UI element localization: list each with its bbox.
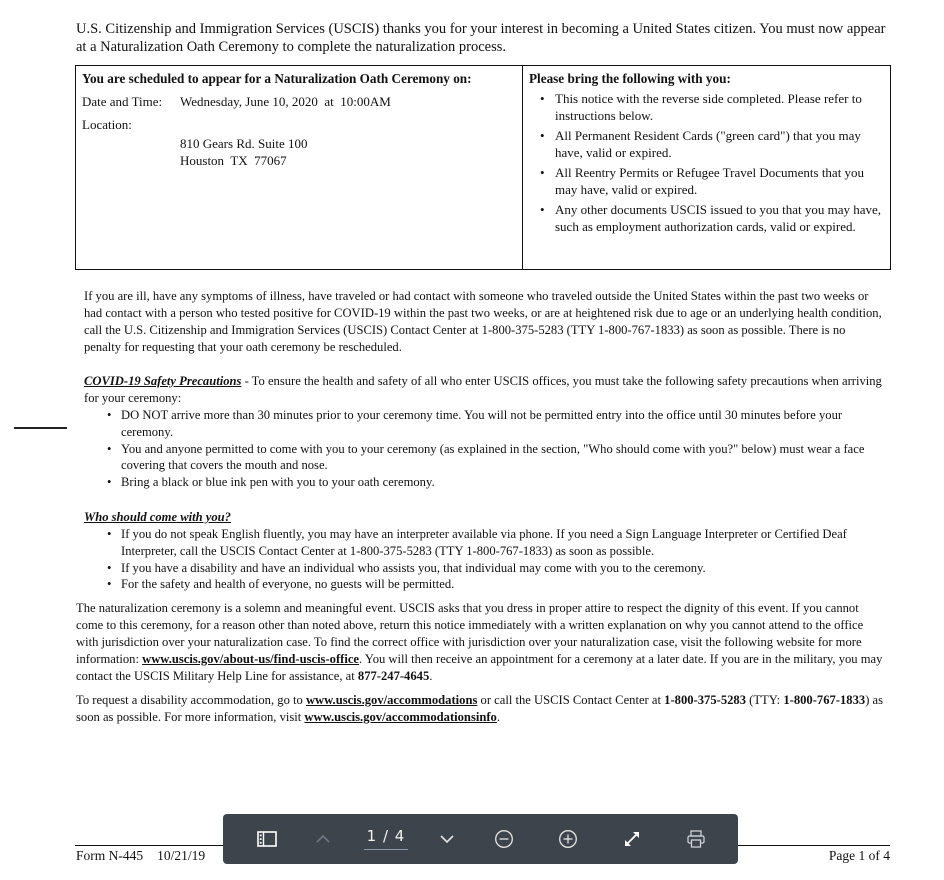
form-number: Form N-445 bbox=[76, 848, 144, 863]
who-list bbox=[84, 526, 884, 593]
covid-item: • You and anyone permitted to come with you to your ceremony (as explained in the section, "Who should come with you?" below) must wear a face covering that covers the mouth and nose. bbox=[121, 441, 884, 475]
contact-phone: 1-800-375-5283 bbox=[664, 693, 747, 707]
schedule-panel bbox=[76, 66, 523, 269]
disability-text-5: . bbox=[496, 710, 500, 724]
covid-item: • Bring a black or blue ink pen with you to your oath ceremony. bbox=[121, 474, 884, 491]
bring-item: • Any other documents USCIS issued to you that you may have, such as employment authorization cards, valid or expired. bbox=[555, 202, 884, 235]
tty-phone: 1-800-767-1833 bbox=[783, 693, 866, 707]
fullscreen-icon bbox=[622, 829, 642, 849]
print-button[interactable] bbox=[677, 814, 715, 864]
bring-panel bbox=[523, 66, 890, 269]
margin-mark bbox=[14, 427, 67, 429]
zoom-in-icon bbox=[558, 829, 578, 849]
disability-text-4: ) as soon as possible. For more information, visit bbox=[76, 693, 884, 724]
covid-title: COVID-19 Safety Precautions bbox=[84, 374, 242, 388]
accommodations-info-link[interactable]: www.uscis.gov/accommodationsinfo bbox=[304, 710, 497, 724]
form-date: 10/21/19 bbox=[157, 848, 206, 863]
zoom-out-button[interactable] bbox=[485, 814, 523, 864]
footer-page-number: Page 1 of 4 bbox=[828, 848, 890, 863]
schedule-heading: You are scheduled to appear for a Naturalization Oath Ceremony on: bbox=[82, 71, 472, 86]
next-page-button[interactable] bbox=[429, 814, 465, 864]
disability-text-2: or call the USCIS Contact Center at bbox=[477, 693, 665, 707]
bring-item: • This notice with the reverse side completed. Please refer to instructions below. bbox=[555, 91, 884, 124]
sidebar-toggle-button[interactable] bbox=[249, 814, 285, 864]
covid-section bbox=[84, 373, 884, 491]
who-item: • For the safety and health of everyone, no guests will be permitted. bbox=[121, 576, 884, 593]
ceremony-text-3: . bbox=[429, 669, 433, 683]
who-title: Who should come with you? bbox=[84, 510, 231, 524]
chevron-up-icon bbox=[315, 834, 331, 844]
ceremony-info-box bbox=[75, 65, 891, 270]
location-address bbox=[180, 135, 516, 169]
illness-paragraph: If you are ill, have any symptoms of illness, have traveled or had contact with someone who traveled outside the United States within the past two weeks or had contact with a person who tested positive for COVID-19 within the past two weeks, or are at heightened risk due to age or an underlying health condition, call the U.S. Citizenship and Immigration Services (USCIS) Contact Center at 1-800-375-5283 (TTY 1-800-767-1833) as soon as possible. There is no penalty for requesting that your oath ceremony be rescheduled. bbox=[84, 289, 882, 354]
disability-text-1: To request a disability accommodation, go to bbox=[76, 693, 306, 707]
military-phone: 877-247-4645 bbox=[357, 669, 430, 683]
pdf-viewer-toolbar bbox=[223, 814, 738, 864]
covid-list bbox=[84, 407, 884, 491]
zoom-in-button[interactable] bbox=[549, 814, 587, 864]
who-section bbox=[84, 509, 884, 593]
address-line-1: 810 Gears Rd. Suite 100 bbox=[180, 136, 308, 151]
zoom-out-icon bbox=[494, 829, 514, 849]
covid-item: • DO NOT arrive more than 30 minutes prior to your ceremony time. You will not be permitted entry into the office until 30 minutes before your ceremony. bbox=[121, 407, 884, 441]
intro-paragraph: U.S. Citizenship and Immigration Services (USCIS) thanks you for your interest in becoming a United States citizen. You must now appear at a Naturalization Oath Ceremony to complete the naturalization process. bbox=[76, 21, 886, 55]
date-value: Wednesday, June 10, 2020 at 10:00AM bbox=[180, 94, 391, 109]
who-item: • If you do not speak English fluently, you may have an interpreter available via phone. If you need a Sign Language Interpreter or Certified Deaf Interpreter, call the USCIS Contact Center at 1-800-375-5283 (TTY 1-800-767-1833) as soon as possible. bbox=[121, 526, 884, 560]
bring-item: • All Permanent Resident Cards ("green card") that you may have, valid or expired. bbox=[555, 128, 884, 161]
ceremony-text-2: . You will then receive an appointment for a ceremony at a later date. If you are in the military, you may contact the USCIS Military Help Line for assistance, at bbox=[76, 652, 883, 683]
who-item: • If you have a disability and have an individual who assists you, that individual may come with you to the ceremony. bbox=[121, 560, 884, 577]
address-line-2: Houston TX 77067 bbox=[180, 153, 287, 168]
disability-paragraph bbox=[76, 692, 888, 726]
previous-page-button[interactable] bbox=[305, 814, 341, 864]
bring-list bbox=[529, 91, 884, 235]
footer-form-info bbox=[76, 848, 205, 864]
fullscreen-button[interactable] bbox=[613, 814, 651, 864]
chevron-down-icon bbox=[439, 834, 455, 844]
date-row bbox=[82, 94, 516, 110]
print-icon bbox=[686, 829, 706, 849]
bring-item: • All Reentry Permits or Refugee Travel Documents that you may have, valid or expired. bbox=[555, 165, 884, 198]
covid-intro bbox=[84, 373, 884, 407]
ceremony-paragraph bbox=[76, 600, 888, 685]
location-row bbox=[82, 117, 516, 133]
bring-heading: Please bring the following with you: bbox=[529, 71, 731, 86]
ceremony-text-1: The naturalization ceremony is a solemn and meaningful event. USCIS asks that you dress in proper attire to respect the dignity of this event. If you cannot come to this ceremony, for a reason other than noted above, return this notice immediately with a written explanation on why you cannot attend to the office with jurisdiction over your naturalization case. To find the correct office with jurisdiction over your naturalization case, visit the following website for more information: bbox=[76, 601, 864, 666]
location-label: Location: bbox=[82, 117, 132, 132]
disability-text-3: (TTY: bbox=[746, 693, 784, 707]
covid-intro-text: - To ensure the health and safety of all who enter USCIS offices, you must take the following safety precautions when arriving for your ceremony: bbox=[84, 374, 882, 405]
page-indicator[interactable]: 1 / 4 bbox=[364, 827, 408, 850]
sidebar-toggle-icon bbox=[257, 831, 277, 847]
date-label: Date and Time: bbox=[82, 94, 163, 109]
accommodations-link[interactable]: www.uscis.gov/accommodations bbox=[305, 693, 478, 707]
find-office-link[interactable]: www.uscis.gov/about-us/find-uscis-office bbox=[142, 652, 360, 666]
